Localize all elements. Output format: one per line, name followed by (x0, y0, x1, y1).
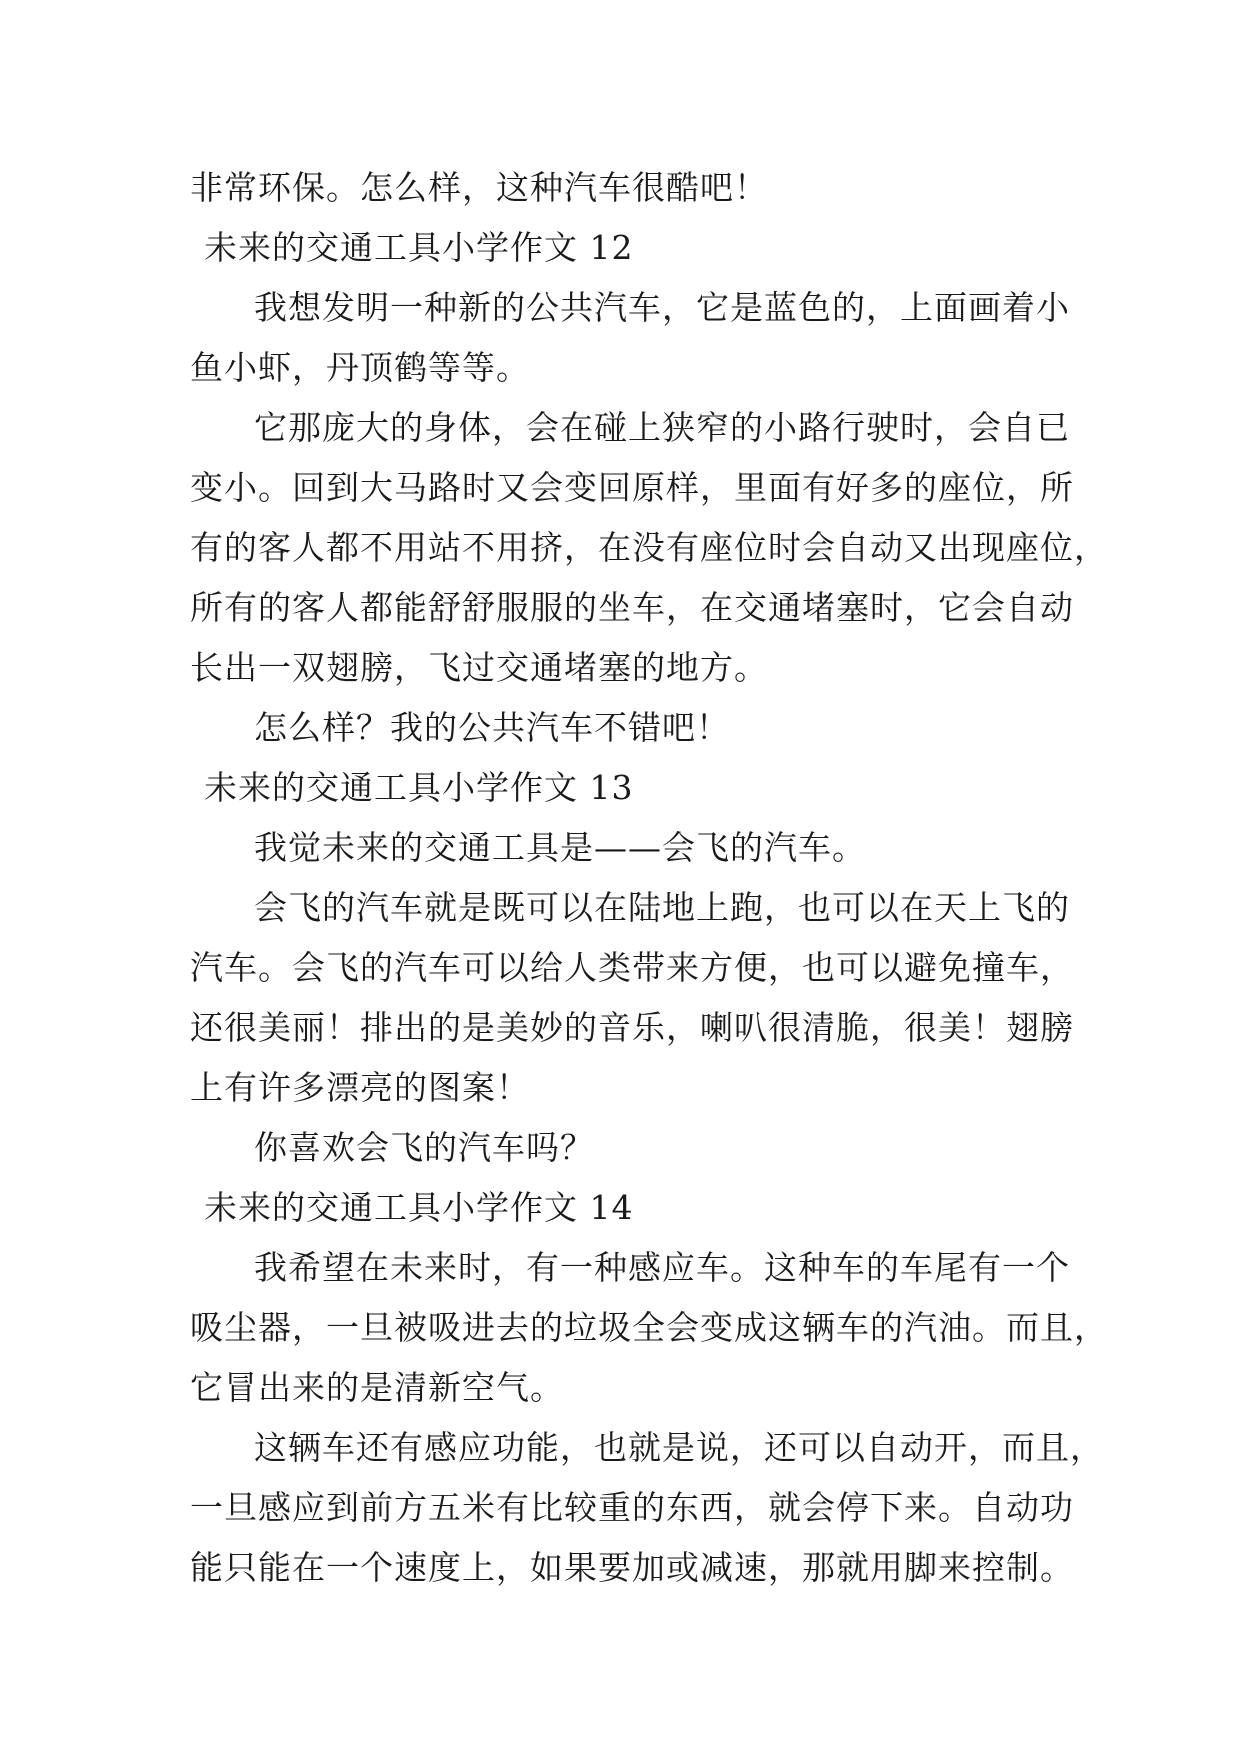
paragraph-first-line: 你喜欢会飞的汽车吗？ (254, 1128, 594, 1167)
body-line: 长出一双翅膀，飞过交通堵塞的地方。 (190, 648, 768, 687)
paragraph-first-line: 我觉未来的交通工具是——会飞的汽车。 (254, 828, 866, 867)
section-heading-13: 未来的交通工具小学作文 13 (204, 768, 634, 807)
document-body (190, 158, 1108, 1598)
paragraph-first-line: 会飞的汽车就是既可以在陆地上跑，也可以在天上飞的 (254, 888, 1070, 927)
body-line: 还很美丽！排出的是美妙的音乐，喇叭很清脆，很美！翅膀 (190, 1008, 1074, 1047)
section-heading-12: 未来的交通工具小学作文 12 (204, 228, 634, 267)
body-line: 能只能在一个速度上，如果要加或减速，那就用脚来控制。 (190, 1548, 1074, 1587)
body-line: 汽车。会飞的汽车可以给人类带来方便，也可以避免撞车， (190, 948, 1074, 987)
body-line: 所有的客人都能舒舒服服的坐车，在交通堵塞时，它会自动 (190, 588, 1074, 627)
body-line: 一旦感应到前方五米有比较重的东西，就会停下来。自动功 (190, 1488, 1074, 1527)
body-line: 有的客人都不用站不用挤，在没有座位时会自动又出现座位， (190, 528, 1108, 567)
paragraph-first-line: 我想发明一种新的公共汽车，它是蓝色的，上面画着小 (254, 288, 1070, 327)
paragraph-first-line: 我希望在未来时，有一种感应车。这种车的车尾有一个 (254, 1248, 1070, 1287)
paragraph-first-line: 怎么样？我的公共汽车不错吧！ (254, 708, 730, 747)
body-line: 变小。回到大马路时又会变回原样，里面有好多的座位，所 (190, 468, 1074, 507)
section-heading-14: 未来的交通工具小学作文 14 (204, 1188, 634, 1227)
body-line: 非常环保。怎么样，这种汽车很酷吧！ (190, 168, 768, 207)
body-line: 它冒出来的是清新空气。 (190, 1368, 564, 1407)
paragraph-first-line: 这辆车还有感应功能，也就是说，还可以自动开，而且， (254, 1428, 1104, 1467)
paragraph-first-line: 它那庞大的身体，会在碰上狭窄的小路行驶时，会自已 (254, 408, 1070, 447)
body-line: 吸尘器，一旦被吸进去的垃圾全会变成这辆车的汽油。而且， (190, 1308, 1108, 1347)
body-line: 上有许多漂亮的图案！ (190, 1068, 530, 1107)
body-line: 鱼小虾，丹顶鹤等等。 (190, 348, 530, 387)
